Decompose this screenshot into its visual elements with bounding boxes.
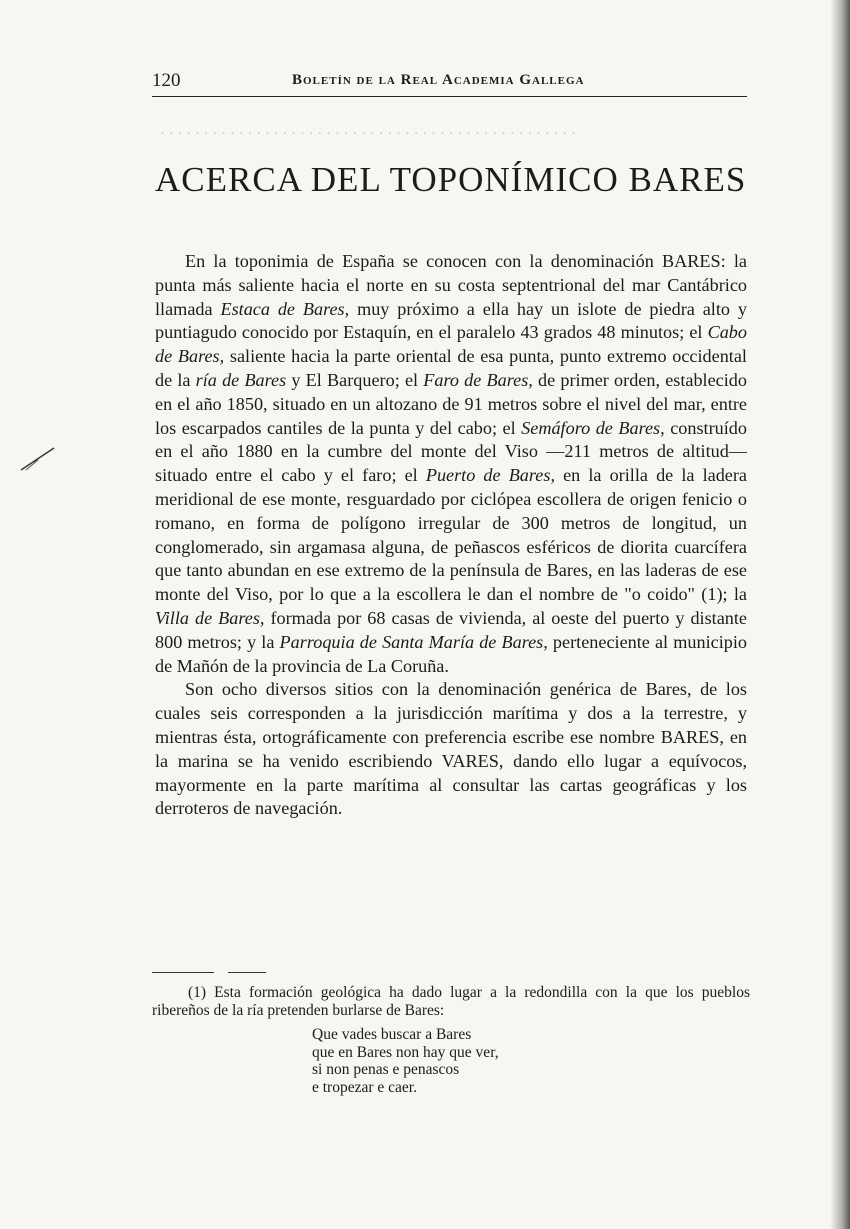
italic-place-name: Estaca de Bares,	[220, 298, 350, 319]
text-run: en la orilla de la ladera meridional de ese monte, resguardado por ciclópea escollera de origen fenicio o romano, en forma de polígono irregular de 300 metros de longitud, un conglomerado, sin argamasa alguna, de peñascos esféricos de diorita cuarcífera que tanto abundan en ese extremo de la península de Bares, en las laderas de ese monte del Viso, por lo que a la escollera le dan el nombre de "o coido" (1); la	[155, 465, 747, 605]
running-head: Boletín de la Real Academia Gallega	[292, 72, 585, 88]
italic-place-name: Cabo de Bares,	[155, 322, 747, 367]
page-number: 120	[152, 70, 181, 91]
text-run: de primer orden, establecido en el año 1850, situado en un altozano de 91 metros sobre el nivel del mar, entre los escarpados cantiles de la punta y del cabo; el	[155, 369, 747, 438]
text-run: y El Barquero; el	[286, 369, 424, 390]
verse-line: si non penas e penascos	[312, 1061, 460, 1078]
text-run: muy próximo a ella hay un islote de piedra alto y puntiagudo conocido por Estaquín, en el paralelo 43 grados 48 minutos; el	[155, 298, 747, 343]
text-run: perteneciente al municipio de Mañón de la provincia de La Coruña.	[155, 631, 747, 676]
italic-place-name: Parroquia de Santa María de Bares,	[279, 631, 548, 652]
text-run: formada por 68 casas de vivienda, al oeste del puerto y distante 800 metros; y la	[155, 607, 748, 652]
italic-place-name: Semáforo de Bares,	[521, 417, 665, 438]
italic-place-name: Faro de Bares,	[423, 369, 533, 390]
article-body	[155, 250, 747, 821]
paragraph-2	[155, 678, 747, 821]
page-edge-shadow	[830, 0, 850, 1229]
text-run: Son ocho diversos sitios con la denominación genérica de Bares, de los cuales seis corresponden a la jurisdicción marítima y dos a la terrestre, y mientras ésta, ortográficamente con preferencia escribe ese nombre BARES, en la marina se ha venido escribiendo VARES, dando ello lugar a equívocos, mayormente en la parte marítima al consultar las cartas geográficas y los derroteros de navegación.	[155, 679, 747, 819]
bleed-through-text: · · · · · · · · · · · · · · · · · · · · · · · · · · · · · · · · · · · · · · · · · · · · · · · ·	[160, 126, 577, 142]
text-run: En la toponimia de España se conocen con la denominación BARES: la punta más saliente hacia el norte en su costa septentrional del mar Cantábrico llamada	[155, 251, 747, 319]
text-run: construído en el año 1880 en la cumbre del monte del Viso —211 metros de altitud— situado entre el cabo y el faro; el	[155, 417, 747, 486]
footnote-verse	[312, 1026, 499, 1096]
italic-place-name: Puerto de Bares,	[425, 465, 555, 486]
footnote-text: (1) Esta formación geológica ha dado lugar a la redondilla con la que los pueblos ribereños de la ría pretenden burlarse de Bares:	[152, 984, 750, 1019]
verse-line: que en Bares non hay que ver,	[312, 1043, 499, 1061]
footnote-rule-right	[228, 972, 266, 973]
verse-line: e tropezar e caer.	[312, 1078, 417, 1096]
footnote	[152, 984, 750, 1020]
page-header	[152, 68, 747, 97]
text-run: saliente hacia la parte oriental de esa punta, punto extremo occidental de la	[155, 346, 747, 390]
italic-place-name: ría de Bares	[195, 369, 287, 390]
footnote-rule-left	[152, 972, 214, 973]
verse-line: Que vades buscar a Bares	[312, 1026, 472, 1043]
paragraph-1	[155, 250, 747, 678]
article-title: ACERCA DEL TOPONÍMICO BARES	[155, 160, 747, 199]
pencil-stroke-mark	[18, 444, 58, 474]
italic-place-name: Villa de Bares,	[155, 607, 265, 628]
